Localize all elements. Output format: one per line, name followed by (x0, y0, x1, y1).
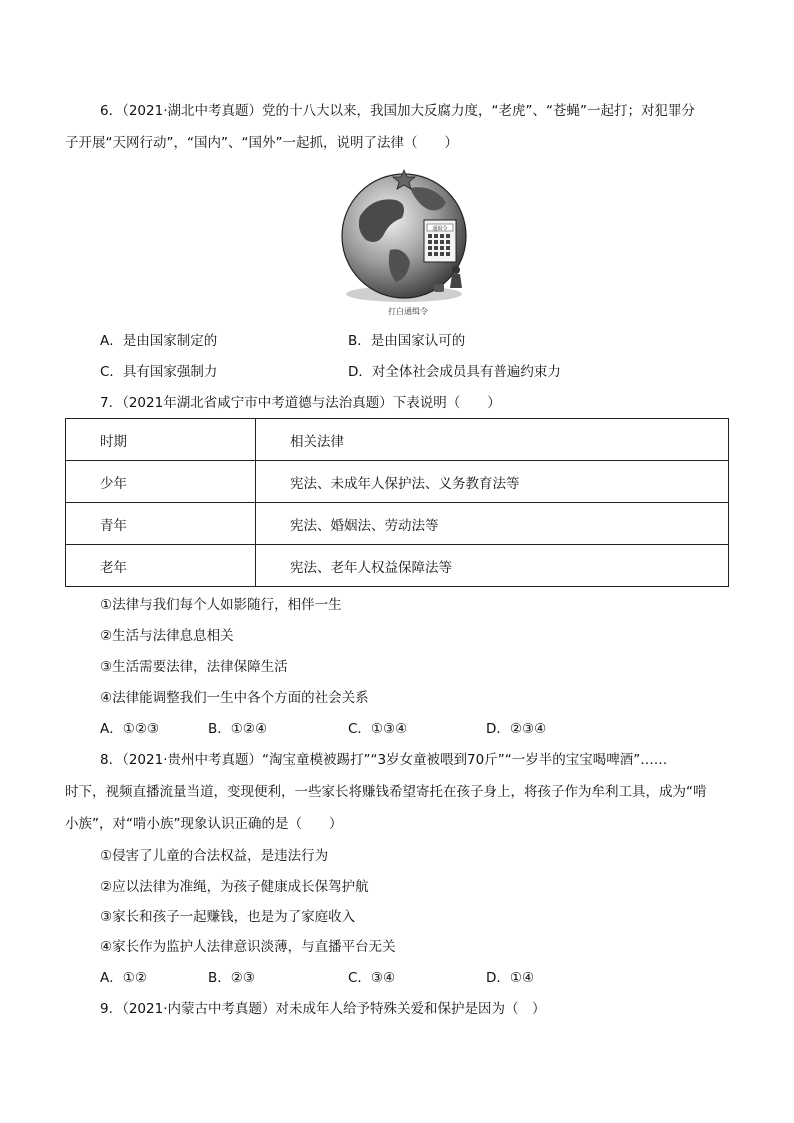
q7-statement-3: ③生活需要法律，法律保障生活 (100, 659, 288, 675)
q7-option-c[interactable]: C．①③④ (348, 721, 408, 737)
q8-statement-4: ④家长作为监护人法律意识淡薄，与直播平台无关 (100, 939, 396, 955)
table-cell-period: 少年 (66, 461, 256, 503)
law-table (65, 418, 729, 587)
q6-options-row1 (100, 331, 700, 351)
q6-option-d[interactable]: D．对全体社会成员具有普遍约束力 (348, 364, 561, 380)
q8-stem-line3: 小族”，对“啃小族”现象认识正确的是（ ） (65, 816, 343, 832)
q7-stem: 7．（2021年湖北省咸宁市中考道德与法治真题）下表说明（ ） (100, 395, 501, 411)
q6-option-a[interactable]: A．是由国家制定的 (100, 333, 218, 349)
q7-option-b[interactable]: B．①②④ (208, 721, 268, 737)
table-header-cell: 相关法律 (256, 419, 729, 461)
q9-stem: 9．（2021·内蒙古中考真题）对未成年人给予特殊关爱和保护是因为（ ） (100, 1001, 546, 1017)
q8-options (100, 968, 700, 988)
q8-stem-line1: 8．（2021·贵州中考真题）“淘宝童模被踢打”“3岁女童被喂到70斤”“一岁半的宝宝喝啤酒”…… (100, 752, 668, 768)
q8-option-d[interactable]: D．①④ (486, 970, 535, 986)
q8-stem-line2: 时下，视频直播流量当道，变现便利，一些家长将赚钱希望寄托在孩子身上，将孩子作为牟利工具，成为“啃 (65, 784, 707, 800)
table-cell-laws: 宪法、婚姻法、劳动法等 (256, 503, 729, 545)
table-row (66, 545, 729, 587)
q7-statement-1: ①法律与我们每个人如影随行，相伴一生 (100, 597, 342, 613)
table-row (66, 503, 729, 545)
table-cell-period: 老年 (66, 545, 256, 587)
globe-wanted-notice-icon (338, 166, 478, 306)
table-cell-laws: 宪法、老年人权益保障法等 (256, 545, 729, 587)
q6-options-row2 (100, 362, 700, 382)
q6-stem-line2: 子开展“天网行动”，“国内”、“国外”一起抓，说明了法律（ ） (65, 135, 458, 151)
q6-stem-line1: 6．（2021·湖北中考真题）党的十八大以来，我国加大反腐力度，“老虎”、“苍蝇”一起打；对犯罪分 (100, 103, 695, 119)
q6-option-c[interactable]: C．具有国家强制力 (100, 364, 218, 380)
q7-statement-2: ②生活与法律息息相关 (100, 628, 234, 644)
q8-statement-2: ②应以法律为准绳，为孩子健康成长保驾护航 (100, 879, 369, 895)
q8-option-b[interactable]: B．②③ (208, 970, 255, 986)
globe-illustration (338, 166, 478, 321)
q7-option-d[interactable]: D．②③④ (486, 721, 547, 737)
table-cell-laws: 宪法、未成年人保护法、义务教育法等 (256, 461, 729, 503)
table-header-cell: 时期 (66, 419, 256, 461)
q8-option-a[interactable]: A．①② (100, 970, 147, 986)
q6-option-b[interactable]: B．是由国家认可的 (348, 333, 466, 349)
q8-option-c[interactable]: C．③④ (348, 970, 396, 986)
q8-statement-1: ①侵害了儿童的合法权益，是违法行为 (100, 848, 329, 864)
q7-options (100, 719, 700, 739)
table-row (66, 461, 729, 503)
table-header-row (66, 419, 729, 461)
q7-statement-4: ④法律能调整我们一生中各个方面的社会关系 (100, 690, 369, 706)
figure-caption: 打白通缉令 (388, 307, 428, 316)
q8-statement-3: ③家长和孩子一起赚钱，也是为了家庭收入 (100, 909, 356, 925)
wanted-sign-text: 通缉令 (432, 226, 448, 232)
table-cell-period: 青年 (66, 503, 256, 545)
q7-option-a[interactable]: A．①②③ (100, 721, 160, 737)
